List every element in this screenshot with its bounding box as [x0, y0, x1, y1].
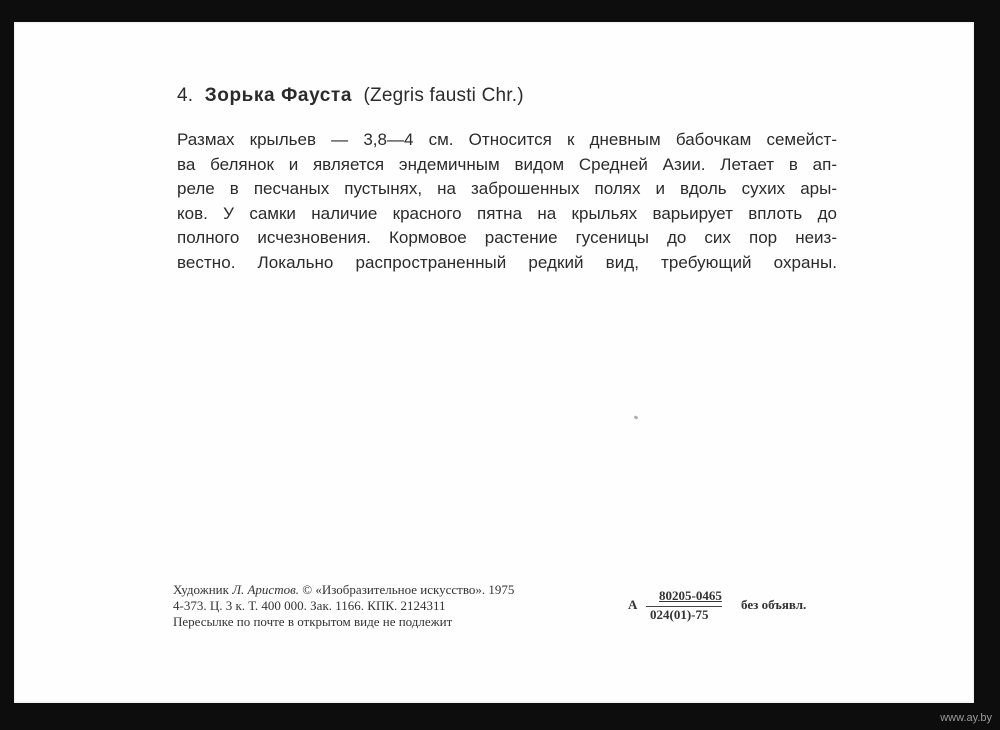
artist-line — [173, 582, 514, 598]
description-line: Размах крыльев — 3,8—4 см. Относится к дневным бабочкам семейст- — [177, 130, 837, 149]
description-line: полного исчезновения. Кормовое растение гусеницы до сих пор неиз- — [177, 228, 837, 247]
paper-speck — [634, 415, 639, 420]
postcard-back — [14, 22, 974, 703]
artist-prefix: Художник — [173, 582, 229, 597]
copyright-text: © «Изобразительное искусство». 1975 — [302, 582, 515, 597]
species-latin-name: (Zegris fausti Chr.) — [363, 85, 524, 106]
watermark: www.ay.by — [940, 712, 992, 724]
artist-name: Л. Аристов. — [232, 582, 299, 597]
print-info: 4-373. Ц. 3 к. Т. 400 000. Зак. 1166. КПК. 2124311 — [173, 598, 446, 613]
species-heading — [177, 85, 524, 107]
index-fraction — [646, 588, 722, 623]
description-line: реле в песчаных пустынях, на заброшенных полях и вдоль сухих ары- — [177, 179, 837, 198]
index-numerator: 80205-0465 — [659, 588, 722, 603]
description-line: ва белянок и является эндемичным видом Средней Азии. Летает в ап- — [177, 154, 837, 174]
imprint-block — [173, 582, 514, 630]
species-name: Зорька Фауста — [204, 85, 353, 106]
species-number: 4. — [177, 85, 194, 106]
description-line: вестно. Локально распространенный редкий вид, требующий охраны. — [177, 252, 837, 272]
index-letter: А — [628, 597, 638, 612]
index-denominator: 024(01)-75 — [646, 606, 722, 623]
index-note: без объявл. — [741, 597, 807, 612]
description-line: ков. У самки наличие красного пятна на крыльях варьирует вплоть до — [177, 203, 837, 223]
postal-note: Пересылке по почте в открытом виде не подлежит — [173, 614, 453, 629]
species-description — [177, 128, 837, 275]
